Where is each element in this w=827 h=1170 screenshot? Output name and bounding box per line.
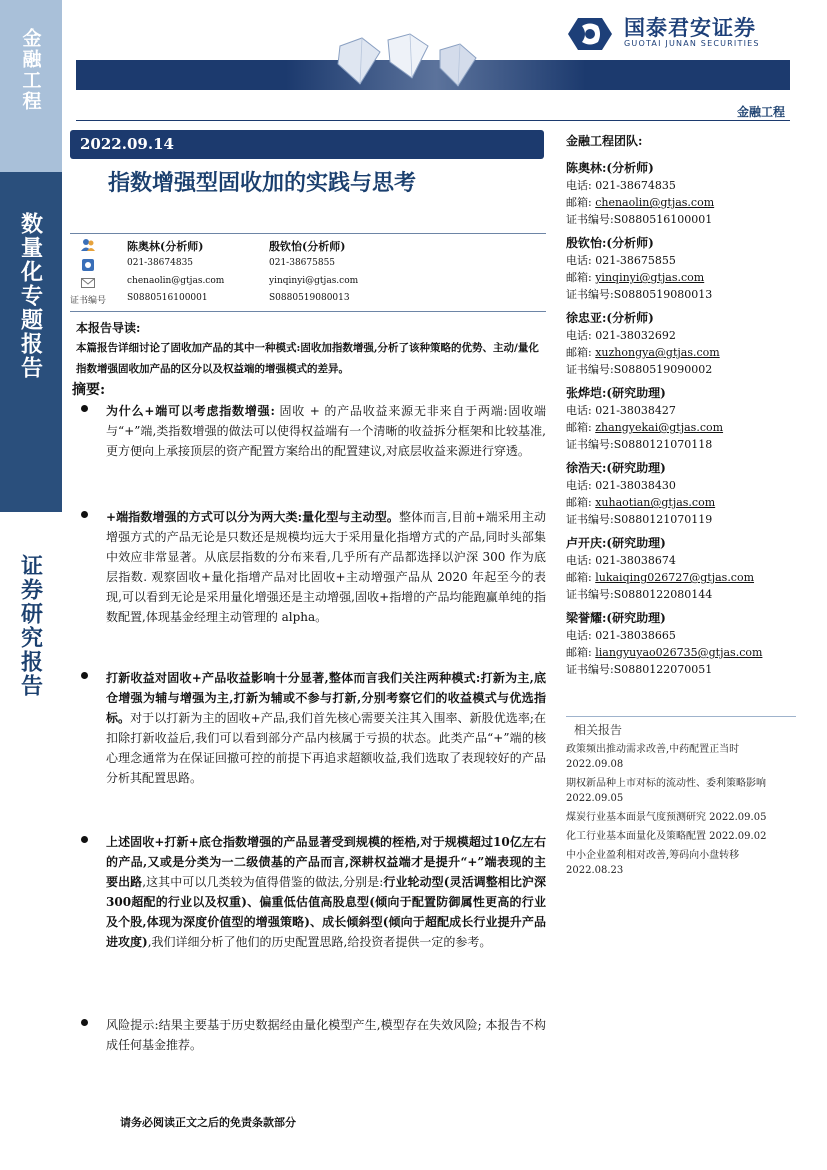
bullet-4-lead: 上述固收+打新+底仓指数增强的产品显著受到规模的桎梏,对于规模超过10亿左右的产品,又或是分类为一二级债基的产品而言,深耕权益端才是提升“+”端表现的主要出路 [106, 835, 546, 889]
abstract-bullet [76, 401, 546, 461]
member-cert: 证书编号:S0880121070119 [566, 513, 713, 526]
member-name: 张烨垲:(研究助理) [566, 386, 666, 400]
authors-divider [70, 311, 546, 312]
member-phone: 电话: 021-38038665 [566, 629, 676, 642]
author-2-phone: 021-38675855 [269, 258, 336, 268]
related-report-item[interactable]: 化工行业基本面量化及策略配置 2022.09.02 [566, 831, 767, 842]
bullet-2-lead: +端指数增强的方式可以分为两大类:量化型与主动型。 [106, 510, 399, 524]
team-heading: 金融工程团队: [566, 134, 643, 148]
member-name: 梁誉耀:(研究助理) [566, 611, 666, 625]
author-2-email[interactable]: yinqinyi@gtjas.com [269, 276, 359, 286]
author-cert-row [70, 293, 546, 309]
member-cert: 证书编号:S0880122080144 [566, 588, 713, 601]
left-sidebar [0, 0, 62, 1170]
bullet-icon [81, 511, 88, 518]
bullet-2-text: 整体而言,目前+端采用主动增强方式的产品无论是只数还是规模均远大于采用量化指增方式的产品,同时头部集中效应非常显著。从底层指数的分布来看,几乎所有产品都选择以沪深 300 作为底层指数. 观察固收+量化指增产品对比固收+主动增强产品从 2020 年起至今的表现,可以看到无论是采用量化增强还是主动增强,固收+指增的产品均能跑赢单纯的指数配置,体现基金经理主动管理的 alpha。 [106, 510, 546, 624]
member-cert: 证书编号:S0880122070051 [566, 663, 713, 676]
sidebar-report-type-block [0, 172, 62, 512]
team-member [566, 534, 796, 603]
header-divider [76, 120, 790, 121]
member-email-link[interactable]: xuzhongya@gtjas.com [595, 346, 720, 359]
abstract-bullet [76, 668, 546, 788]
bullet-1-lead: 为什么+端可以考虑指数增强: [106, 404, 275, 418]
sidebar-research-label: 证券研究报告 [17, 554, 44, 698]
member-name: 徐忠亚:(分析师) [566, 311, 654, 325]
member-name: 徐浩天:(研究助理) [566, 461, 666, 475]
member-email: 邮箱: lukaiqing026727@gtjas.com [566, 571, 755, 584]
team-member [566, 234, 796, 303]
member-cert: 证书编号:S0880516100001 [566, 213, 713, 226]
bullet-3-text: 对于以打新为主的固收+产品,我们首先核心需要关注其入围率、新股优选率;在扣除打新收益后,我们可以看到部分产品内核属于亏损的状态。此类产品“+”端的核心理念通常为在保证回撤可控的前提下再追求超额收益,我们选取了表现较好的产品分析其配置思路。 [106, 711, 546, 785]
abstract-bullet [76, 832, 546, 952]
member-cert: 证书编号:S0880519080013 [566, 288, 713, 301]
phone-icon [80, 258, 96, 272]
member-email-link[interactable]: liangyuyao026735@gtjas.com [595, 646, 763, 659]
related-heading: 相关报告 [566, 716, 796, 738]
bullet-4-mid: ,这其中可以几类较为值得借鉴的做法,分别是: [142, 875, 384, 889]
team-member-list [566, 159, 796, 678]
abstract-heading: 摘要: [72, 382, 106, 398]
author-name-row [70, 238, 546, 254]
report-title: 指数增强型固收加的实践与思考 [108, 170, 417, 196]
team-contacts [566, 132, 796, 684]
member-name: 殷钦怡:(分析师) [566, 236, 654, 250]
team-member [566, 309, 796, 378]
bullet-icon [81, 672, 88, 679]
diamond-decoration-icon [300, 32, 500, 92]
member-cert: 证书编号:S0880121070118 [566, 438, 713, 451]
report-guide [76, 319, 546, 380]
author-1-cert: S0880516100001 [127, 293, 208, 303]
member-email: 邮箱: yinqinyi@gtjas.com [566, 271, 705, 284]
member-email: 邮箱: chenaolin@gtjas.com [566, 196, 715, 209]
member-phone: 电话: 021-38038674 [566, 554, 676, 567]
member-name: 陈奥林:(分析师) [566, 161, 654, 175]
member-email-link[interactable]: lukaiqing026727@gtjas.com [595, 571, 755, 584]
bullet-1-text: 固收 + 的产品收益来源无非来自于两端:固收端与“+”端,类指数增强的做法可以使得权益端有一个清晰的收益拆分框架和比较基准,更方便向上承接顶层的资产配置方案给出的配置建议,对底层收益来源进行穿透。 [106, 404, 546, 458]
member-email-link[interactable]: chenaolin@gtjas.com [595, 196, 715, 209]
risk-warning: 风险提示:结果主要基于历史数据经由量化模型产生,模型存在失效风险; 本报告不构成任何基金推荐。 [106, 1018, 546, 1052]
team-member [566, 384, 796, 453]
bullet-icon [81, 405, 88, 412]
author-1-phone: 021-38674835 [127, 258, 194, 268]
team-member [566, 609, 796, 678]
abstract-bullet [76, 507, 546, 627]
related-report-item[interactable]: 煤炭行业基本面景气度预测研究 2022.09.05 [566, 812, 767, 823]
abstract-bullet [76, 1015, 546, 1055]
mail-icon [80, 276, 96, 290]
guide-heading: 本报告导读: [76, 321, 141, 335]
related-list [566, 742, 796, 878]
brand-logo [566, 10, 796, 52]
member-email-link[interactable]: yinqinyi@gtjas.com [595, 271, 705, 284]
related-report-item[interactable]: 期权新品种上市对标的流动性、委利策略影响 2022.09.05 [566, 778, 766, 804]
related-report-item[interactable]: 政策频出推动需求改善,中药配置正当时 2022.09.08 [566, 744, 740, 770]
guide-body: 本篇报告详细讨论了固收加产品的其中一种模式:固收加指数增强,分析了该种策略的优势、主动/量化指数增强固收加产品的区分以及权益端的增强模式的差异。 [76, 342, 539, 375]
bullet-icon [81, 1019, 88, 1026]
sidebar-research-block [0, 512, 62, 1170]
related-reports [566, 716, 796, 878]
sidebar-report-type-label: 数量化专题报告 [17, 212, 44, 380]
author-phone-row [70, 258, 546, 274]
person-icon [80, 238, 96, 252]
member-email: 邮箱: xuzhongya@gtjas.com [566, 346, 720, 359]
author-2-cert: S0880519080013 [269, 293, 350, 303]
member-name: 卢开庆:(研究助理) [566, 536, 666, 550]
member-phone: 电话: 021-38675855 [566, 254, 676, 267]
title-divider [70, 233, 546, 234]
team-member [566, 159, 796, 228]
bullet-4-text: ,我们详细分析了他们的历史配置思路,给投资者提供一定的参考。 [147, 935, 492, 949]
member-cert: 证书编号:S0880519090002 [566, 363, 713, 376]
author-1-email[interactable]: chenaolin@gtjas.com [127, 276, 225, 286]
bullet-4-strategies: 行业轮动型(灵活调整相比沪深300超配的行业以及权重)、偏重低估值高股息型(倾向于配置防御属性更高的行业及个股,体现为深度价值型的增强策略)、成长倾斜型(倾向于超配成长行业提升产品进攻度) [106, 875, 546, 949]
member-email: 邮箱: xuhaotian@gtjas.com [566, 496, 716, 509]
department-label: 金融工程 [736, 105, 785, 119]
author-1-name: 陈奥林(分析师) [127, 240, 204, 253]
member-email: 邮箱: liangyuyao026735@gtjas.com [566, 646, 763, 659]
team-member [566, 459, 796, 528]
member-phone: 电话: 021-38674835 [566, 179, 676, 192]
brand-name-cn: 国泰君安证券 [624, 16, 756, 40]
bullet-icon [81, 836, 88, 843]
sidebar-category-label: 金融工程 [19, 28, 42, 112]
member-phone: 电话: 021-38038430 [566, 479, 676, 492]
member-email: 邮箱: zhangyekai@gtjas.com [566, 421, 724, 434]
member-email-link[interactable]: xuhaotian@gtjas.com [595, 496, 716, 509]
sidebar-category-block [0, 0, 62, 172]
member-phone: 电话: 021-38038427 [566, 404, 676, 417]
author-2-name: 殷钦怡(分析师) [269, 240, 346, 253]
disclaimer-note: 请务必阅读正文之后的免责条款部分 [120, 1116, 296, 1129]
cert-label: 证书编号 [70, 296, 107, 306]
author-email-row [70, 276, 546, 292]
brand-mark-icon [566, 16, 614, 52]
brand-name-en: GUOTAI JUNAN SECURITIES [624, 39, 760, 48]
member-phone: 电话: 021-38032692 [566, 329, 676, 342]
report-date: 2022.09.14 [70, 130, 544, 159]
bullet-3-lead: 打新收益对固收+产品收益影响十分显著,整体而言我们关注两种模式:打新为主,底仓增强为辅与增强为主,打新为辅或不参与打新,分别考察它们的收益模式与优选指标。 [106, 671, 546, 725]
related-report-item[interactable]: 中小企业盈利相对改善,筹码向小盘转移 2022.08.23 [566, 850, 740, 876]
member-email-link[interactable]: zhangyekai@gtjas.com [595, 421, 724, 434]
